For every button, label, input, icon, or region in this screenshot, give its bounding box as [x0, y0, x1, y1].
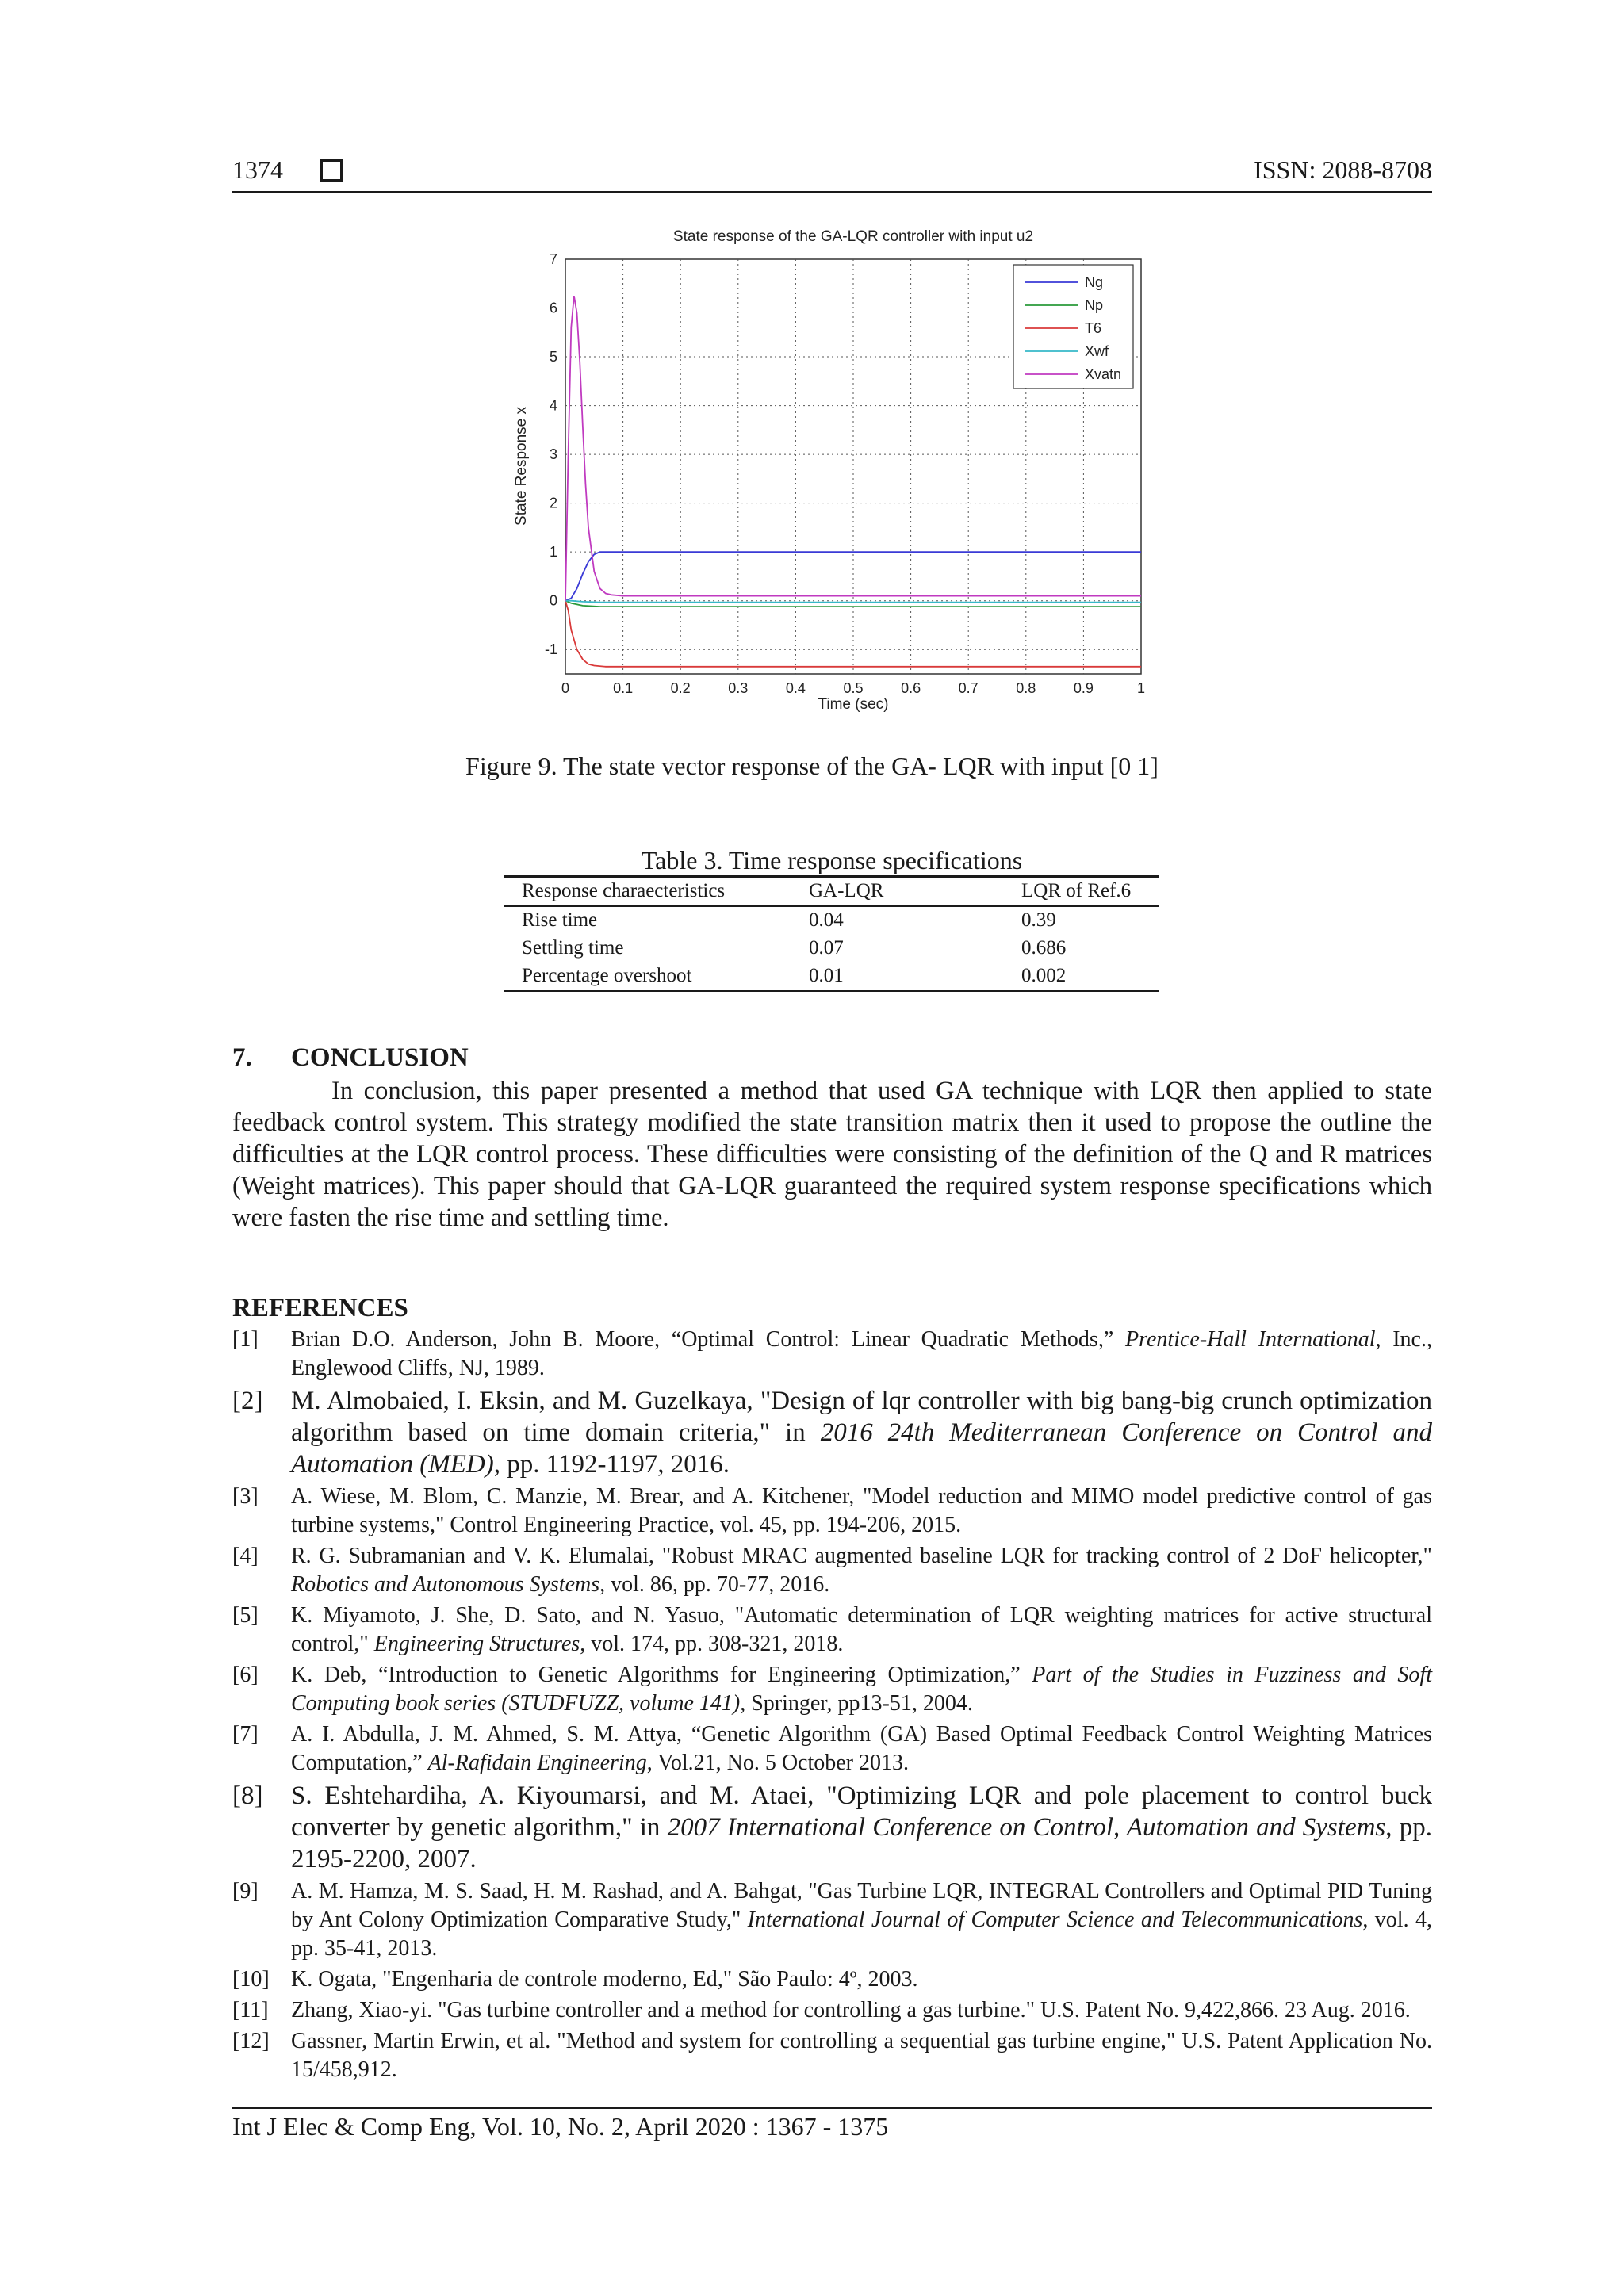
reference-item: [232, 1965, 1432, 1994]
table-title: Table 3. Time response specifications: [641, 846, 1023, 874]
reference-item: [232, 1661, 1432, 1718]
table-cell: 0.01: [809, 965, 844, 986]
table-row: [504, 962, 1159, 991]
reference-number: [7]: [232, 1722, 259, 1747]
state-response-chart: [508, 224, 1158, 723]
table-row: [504, 906, 1159, 935]
table-cell: Rise time: [522, 909, 598, 931]
reference-text: Zhang, Xiao-yi. "Gas turbine controller and a method for controlling a gas turbine." U.S. Patent No. 9,422,866. 23 Aug. 2016.: [291, 1998, 1411, 2022]
reference-list: [232, 1326, 1432, 2087]
reference-number: [10]: [232, 1967, 270, 1992]
reference-number: [5]: [232, 1603, 259, 1628]
reference-item: [232, 1326, 1432, 1383]
reference-number: [1]: [232, 1327, 259, 1352]
reference-item: [232, 1385, 1432, 1480]
x-tick-label: 0.5: [843, 680, 864, 696]
table-header-cell: LQR of Ref.6: [1021, 880, 1132, 901]
reference-item: [232, 1483, 1432, 1540]
x-tick-label: 0.6: [901, 680, 921, 696]
x-tick-label: 0.8: [1016, 680, 1036, 696]
reference-number: [12]: [232, 2029, 270, 2053]
time-response-table: [504, 875, 1159, 992]
section-title: CONCLUSION: [291, 1043, 469, 1072]
table-cell: 0.686: [1021, 937, 1067, 959]
reference-text: K. Miyamoto, J. She, D. Sato, and N. Yasuo, "Automatic determination of LQR weighting matrices for active structural control," Engineering Structures, vol. 174, pp. 308-321, 2018.: [291, 1603, 1432, 1656]
table-header-cell: Response charaecteristics: [522, 880, 726, 901]
x-tick-label: 0: [561, 680, 570, 696]
y-tick-label: 4: [549, 397, 557, 414]
journal-footer: Int J Elec & Comp Eng, Vol. 10, No. 2, April 2020 : 1367 - 1375: [232, 2112, 889, 2141]
reference-number: [9]: [232, 1879, 259, 1904]
table-cell: 0.002: [1021, 965, 1067, 986]
reference-text: K. Ogata, "Engenharia de controle moderno, Ed," São Paulo: 4º, 2003.: [291, 1967, 918, 1992]
header-rule: [232, 191, 1432, 193]
table-cell: Percentage overshoot: [522, 965, 692, 986]
reference-item: [232, 1542, 1432, 1599]
section-heading: [232, 1043, 469, 1073]
reference-item: [232, 1720, 1432, 1777]
x-tick-label: 0.2: [670, 680, 691, 696]
legend-label: Xvatn: [1085, 366, 1122, 382]
reference-text: S. Eshtehardiha, A. Kiyoumarsi, and M. Ataei, "Optimizing LQR and pole placement to control buck converter by genetic algorithm," in 2007 International Conference on Control, Automation and Systems, pp. 2195-2200, 2007.: [291, 1781, 1432, 1873]
running-header-left: [232, 155, 343, 185]
reference-text: K. Deb, “Introduction to Genetic Algorithms for Engineering Optimization,” Part of the Studies in Fuzziness and Soft Computing book series (STUDFUZZ, volume 141), Springer, pp13-51, 2004.: [291, 1663, 1432, 1716]
legend-label: Np: [1085, 297, 1104, 313]
legend: [1013, 265, 1133, 388]
reference-text: A. M. Hamza, M. S. Saad, H. M. Rashad, and A. Bahgat, "Gas Turbine LQR, INTEGRAL Controllers and Optimal PID Tuning by Ant Colony Optimization Comparative Study," International Journal of Computer Science and Telecommunications, vol. 4, pp. 35-41, 2013.: [291, 1879, 1432, 1961]
reference-text: A. Wiese, M. Blom, C. Manzie, M. Brear, and A. Kitchener, "Model reduction and MIMO model predictive control of gas turbine systems," Control Engineering Practice, vol. 45, pp. 194-206, 2015.: [291, 1484, 1432, 1537]
legend-label: T6: [1085, 320, 1102, 336]
reference-number: [4]: [232, 1544, 259, 1568]
x-axis-label: Time (sec): [818, 696, 889, 713]
x-tick-label: 0.3: [728, 680, 749, 696]
issn-label: ISSN: 2088-8708: [1254, 155, 1432, 184]
y-tick-label: 7: [549, 251, 557, 267]
reference-text: M. Almobaied, I. Eksin, and M. Guzelkaya, "Design of lqr controller with big bang-big crunch optimization algorithm based on time domain criteria," in 2016 24th Mediterranean Conference on Control and Automation (MED), pp. 1192-1197, 2016.: [291, 1387, 1432, 1479]
table-row: [504, 935, 1159, 962]
table-header-row: [504, 877, 1159, 907]
y-axis-label: State Response x: [513, 407, 530, 526]
reference-item: [232, 2027, 1432, 2084]
reference-number: [11]: [232, 1998, 269, 2022]
reference-item: [232, 1780, 1432, 1875]
y-tick-label: -1: [544, 641, 557, 658]
x-tick-label: 0.9: [1073, 680, 1094, 696]
y-tick-label: 3: [549, 446, 557, 463]
page-number: 1374: [232, 155, 283, 184]
x-tick-label: 0.1: [613, 680, 634, 696]
footer-rule: [232, 2107, 1432, 2109]
reference-item: [232, 1601, 1432, 1659]
reference-text: R. G. Subramanian and V. K. Elumalai, "Robust MRAC augmented baseline LQR for tracking control of 2 DoF helicopter," Robotics and Autonomous Systems, vol. 86, pp. 70-77, 2016.: [291, 1544, 1432, 1597]
table-cell: 0.39: [1021, 909, 1056, 931]
references-heading: REFERENCES: [232, 1294, 408, 1322]
figure-caption: Figure 9. The state vector response of the GA- LQR with input [0 1]: [465, 752, 1159, 780]
reference-number: [3]: [232, 1484, 259, 1509]
reference-number: [6]: [232, 1663, 259, 1687]
x-tick-label: 1: [1136, 680, 1146, 696]
section-number: 7.: [232, 1043, 252, 1072]
table-cell: 0.04: [809, 909, 844, 931]
table-cell: Settling time: [522, 937, 624, 959]
reference-number: [2]: [232, 1387, 263, 1415]
legend-label: Ng: [1085, 274, 1104, 290]
y-tick-label: 1: [549, 544, 557, 561]
square-bullet-icon: [320, 159, 343, 182]
y-tick-label: 5: [549, 349, 557, 365]
reference-text: Brian D.O. Anderson, John B. Moore, “Optimal Control: Linear Quadratic Methods,” Prentice-Hall International, Inc., Englewood Cliffs, NJ, 1989.: [291, 1327, 1432, 1380]
legend-label: Xwf: [1085, 343, 1109, 359]
y-tick-label: 0: [549, 592, 557, 609]
y-tick-label: 2: [549, 495, 557, 511]
reference-item: [232, 1996, 1432, 2025]
table-header-cell: GA-LQR: [809, 880, 884, 901]
x-tick-label: 0.4: [785, 680, 806, 696]
reference-text: A. I. Abdulla, J. M. Ahmed, S. M. Attya, “Genetic Algorithm (GA) Based Optimal Feedback Control Weighting Matrices Computation,” Al-Rafidain Engineering, Vol.21, No. 5 October 2013.: [291, 1722, 1432, 1775]
chart-title: State response of the GA-LQR controller with input u2: [672, 228, 1034, 245]
reference-item: [232, 1877, 1432, 1963]
table-cell: 0.07: [809, 937, 844, 959]
x-tick-label: 0.7: [958, 680, 979, 696]
reference-number: [8]: [232, 1781, 263, 1810]
reference-text: Gassner, Martin Erwin, et al. "Method and system for controlling a sequential gas turbine engine," U.S. Patent Application No. 15/458,912.: [291, 2029, 1432, 2082]
y-tick-label: 6: [549, 300, 557, 316]
conclusion-paragraph: In conclusion, this paper presented a method that used GA technique with LQR then applied to state feedback control system. This strategy modified the state transition matrix then it used to propose the outline the difficulties at the LQR control process. These difficulties were consisting of the definition of the Q and R matrices (Weight matrices). This paper should that GA-LQR guaranteed the required system response specifications which were fasten the rise time and settling time.: [232, 1077, 1432, 1232]
